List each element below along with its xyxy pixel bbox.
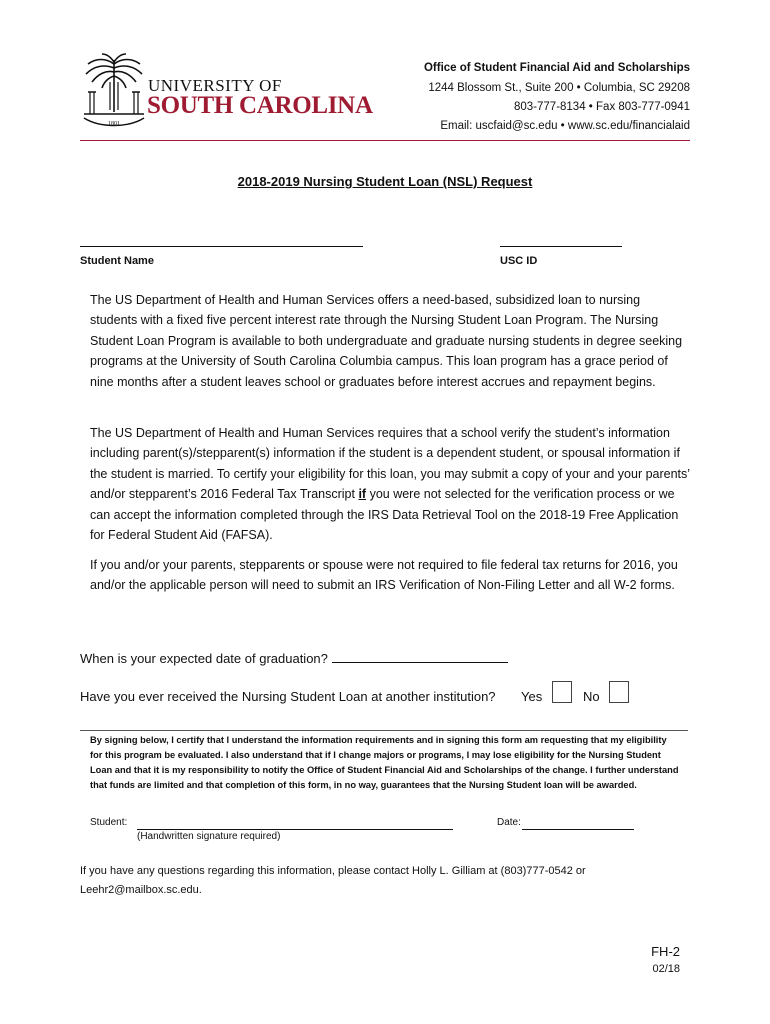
- graduation-date-field[interactable]: [332, 650, 508, 663]
- contact-info: If you have any questions regarding this information, please contact Holly L. Gilliam at (803)777-0542 or Leehr2@mailbox.sc.edu.: [80, 865, 586, 896]
- paragraph-program-info: The US Department of Health and Human Services offers a need-based, subsidized loan to nursing students with a fixed five percent interest rate through the Nursing Student Loan Program. The Nursing Student Loan Program is available to both undergraduate and graduate nursing students in degree seeking programs at the University of South Carolina Columbia campus. This loan program has a grace period of nine months after a student leaves school or graduates before interest accrues and repayment begins.: [90, 293, 683, 389]
- paragraph-verification: [90, 423, 690, 545]
- form-title: 2018-2019 Nursing Student Loan (NSL) Request: [237, 174, 533, 189]
- usc-id-field[interactable]: [500, 246, 622, 247]
- paragraph-non-filing: If you and/or your parents, stepparents or spouse were not required to file federal tax returns for 2016, you and/or the applicable person will need to submit an IRS Verification of Non-Filing Letter and all W-2 forms.: [90, 558, 678, 593]
- logo-line-2: SOUTH CAROLINA: [147, 92, 373, 119]
- graduation-question: [80, 650, 508, 666]
- paragraph-verification-part2: you were not selected for the verification process or we can accept the information completed through the IRS Data Retrieval Tool on the 2018-19 Free Application for Federal Student Aid (FAFSA).: [90, 487, 679, 543]
- student-name-field[interactable]: [80, 246, 363, 247]
- student-signature-field[interactable]: [137, 829, 453, 830]
- form-id: FH-2: [651, 944, 680, 959]
- logo-line-1: UNIVERSITY OF: [148, 76, 282, 95]
- student-name-label: Student Name: [80, 255, 154, 267]
- paragraph-verification-part1: The US Department of Health and Human Services requires that a school verify the student’s information including parent(s)/stepparent(s) information if the student is a dependent student, or spousal information if the student is married. To certify your eligibility for this loan, you may submit a copy of your and your parents’ and/or stepparent’s 2016 Federal Tax Transcript: [90, 426, 690, 502]
- usc-id-label: USC ID: [500, 255, 538, 267]
- yes-label: Yes: [521, 689, 543, 704]
- graduation-question-text: When is your expected date of graduation?: [80, 651, 328, 666]
- date-field[interactable]: [522, 829, 634, 830]
- paragraph-verification-emphasis: if: [358, 487, 367, 502]
- office-phone: 803-777-8134 • Fax 803-777-0941: [513, 101, 690, 113]
- certification-statement: By signing below, I certify that I understand the information requirements and in signing this form am requesting that my eligibility for this program be evaluated. I also understand that if I change majors or programs, I may lose eligibility for the Nursing Student Loan and that it is my responsibility to notify the Office of Student Financial Aid and Scholarships of the change. I further understand that funds are limited and that completion of this form, in no way, guarantees that the Nursing Student loan will be awarded.: [90, 735, 679, 790]
- palmetto-tree-icon: [84, 54, 144, 126]
- student-signature-label: Student:: [90, 817, 128, 828]
- form-revision-date: 02/18: [652, 963, 680, 975]
- certification-divider: [80, 730, 688, 731]
- no-label: No: [583, 689, 600, 704]
- signature-note: (Handwritten signature required): [137, 831, 281, 842]
- office-street: 1244 Blossom St., Suite 200 • Columbia, SC 29208: [428, 82, 690, 94]
- prior-nsl-question: Have you ever received the Nursing Student Loan at another institution?: [80, 689, 496, 704]
- office-email: Email: uscfaid@sc.edu • www.sc.edu/financialaid: [440, 120, 690, 132]
- date-label: Date:: [497, 817, 521, 828]
- seal-year: 1801: [108, 121, 120, 127]
- no-checkbox[interactable]: [609, 681, 629, 703]
- yes-checkbox[interactable]: [552, 681, 572, 703]
- office-name: Office of Student Financial Aid and Scholarships: [423, 62, 690, 74]
- header-divider: [80, 140, 690, 141]
